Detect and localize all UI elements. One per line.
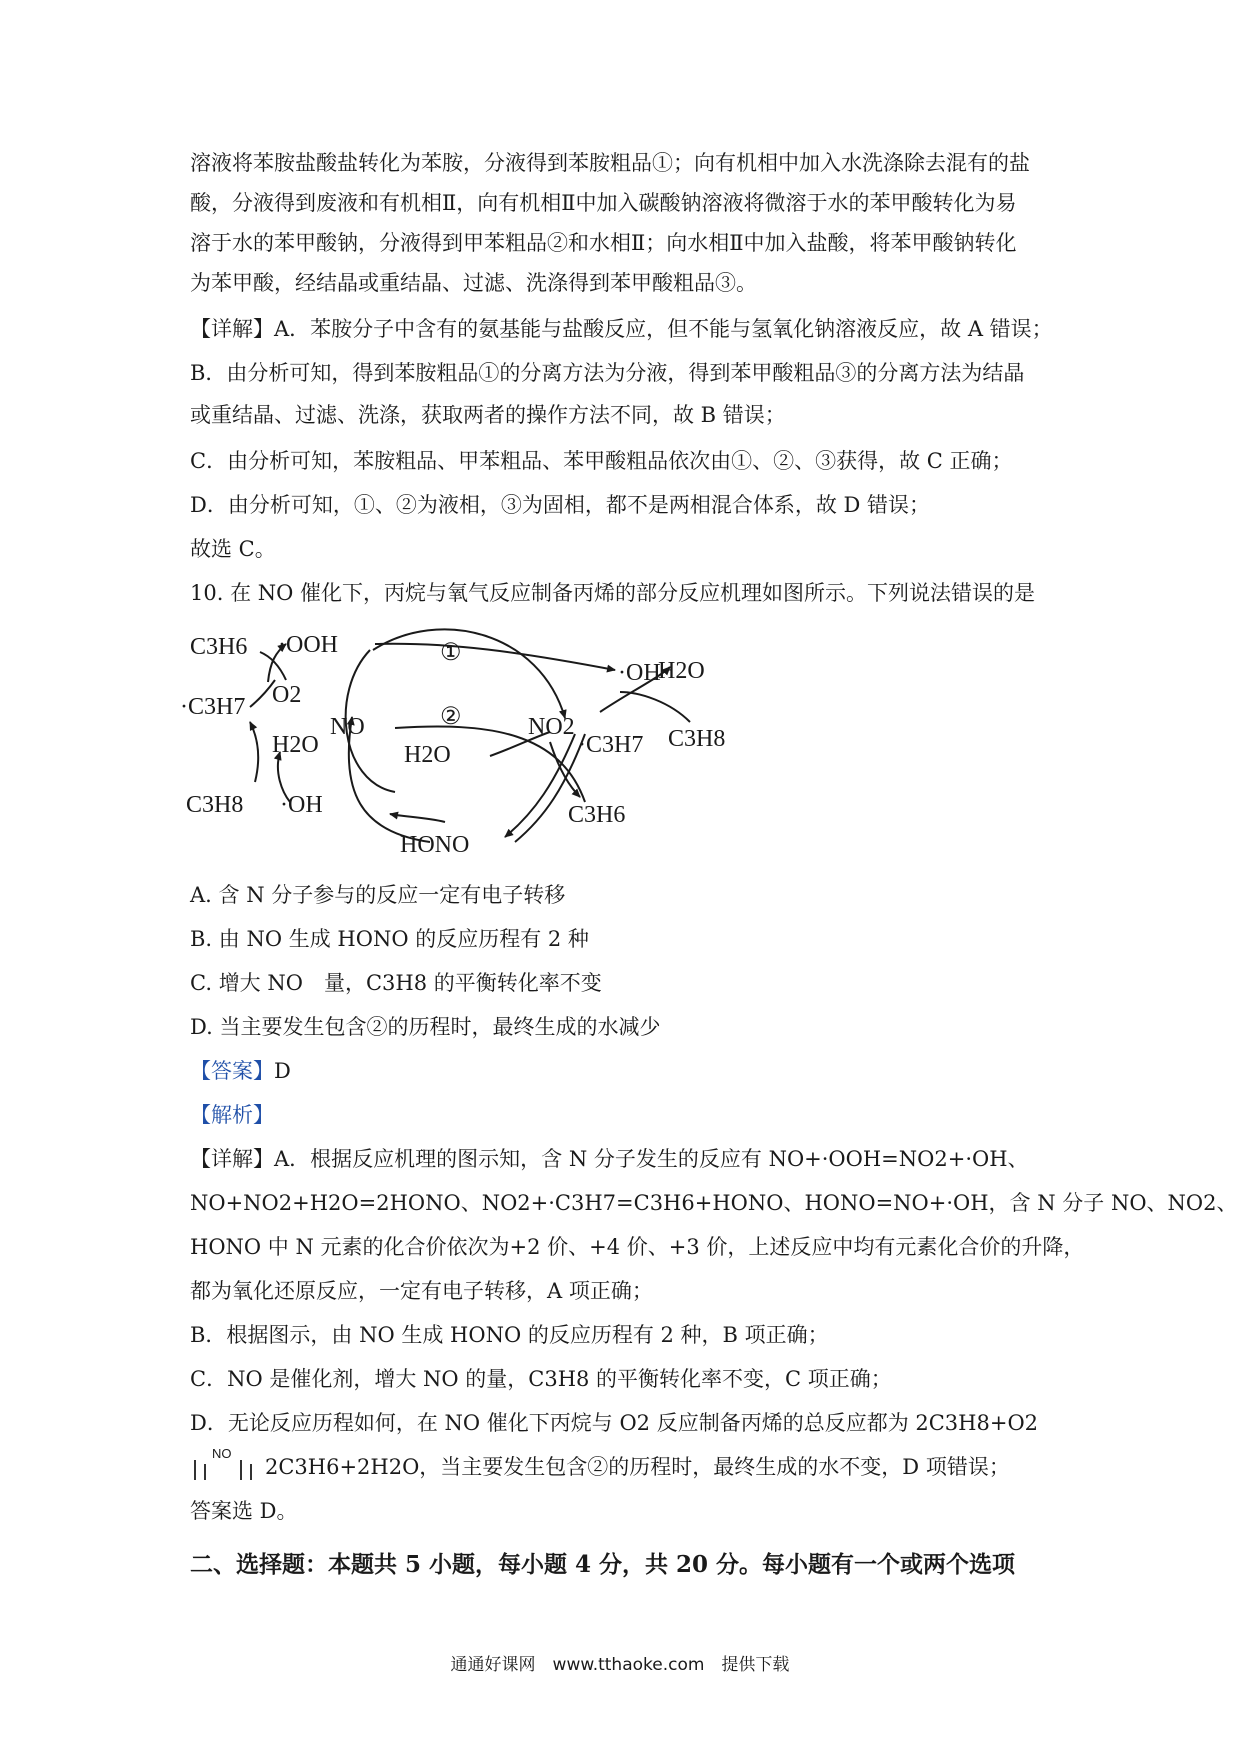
text-line: 故选 C。 xyxy=(190,537,276,561)
detail-line: D．无论反应历程如何，在 NO 催化下丙烷与 O2 反应制备丙烯的总反应都为 2C3H8+O2 xyxy=(190,1411,1039,1435)
catalyst-equilibrium-mark xyxy=(190,1448,260,1484)
label-circle-1: ① xyxy=(440,640,462,666)
label-h2o-right: H2O xyxy=(658,658,705,684)
detail-line: 【详解】A．根据反应机理的图示知，含 N 分子发生的反应有 NO+·OOH=NO2+·OH、 xyxy=(190,1147,1029,1171)
text-line: 【详解】A．苯胺分子中含有的氨基能与盐酸反应，但不能与氢氧化钠溶液反应，故 A 错误； xyxy=(190,317,1053,341)
label-c3h8-right: C3H8 xyxy=(668,726,726,752)
page-footer: 通通好课网 www.tthaoke.com 提供下载 xyxy=(450,1655,790,1675)
option-text: 当主要发生包含②的历程时，最终生成的水减少 xyxy=(219,1015,661,1039)
text-line: 或重结晶、过滤、洗涤，获取两者的操作方法不同，故 B 错误； xyxy=(190,403,786,427)
label-no: NO xyxy=(330,714,365,740)
detail-line: C．NO 是催化剂，增大 NO 的量，C3H8 的平衡转化率不变，C 项正确； xyxy=(190,1367,892,1391)
text-line: 溶于水的苯甲酸钠，分液得到甲苯粗品②和水相Ⅱ；向水相Ⅱ中加入盐酸，将苯甲酸钠转化 xyxy=(190,231,1017,255)
text-line: B．由分析可知，得到苯胺粗品①的分离方法为分液，得到苯甲酸粗品③的分离方法为结晶 xyxy=(190,361,1025,385)
text-line: 为苯甲酸，经结晶或重结晶、过滤、洗涤得到苯甲酸粗品③。 xyxy=(190,271,757,295)
option-letter: C. xyxy=(190,971,212,995)
question-stem: 10. 在 NO 催化下，丙烷与氧气反应制备丙烯的部分反应机理如图所示。下列说法错误的是 xyxy=(190,581,1036,605)
answer-value: D xyxy=(274,1059,291,1083)
text-line: D．由分析可知，①、②为液相，③为固相，都不是两相混合体系，故 D 错误； xyxy=(190,493,931,517)
option-c xyxy=(190,968,602,998)
label-oh-left: ·OH xyxy=(280,792,323,818)
text-line: C．由分析可知，苯胺粗品、甲苯粗品、苯甲酸粗品依次由①、②、③获得，故 C 正确； xyxy=(190,449,1013,473)
option-text: 含 N 分子参与的反应一定有电子转移 xyxy=(218,883,566,907)
text-line: 溶液将苯胺盐酸盐转化为苯胺，分液得到苯胺粗品①；向有机相中加入水洗涤除去混有的盐 xyxy=(190,151,1030,175)
reaction-mechanism-diagram xyxy=(180,622,810,872)
label-o2: O2 xyxy=(272,682,302,708)
label-c3h7-right: ·C3H7 xyxy=(578,732,644,758)
label-h2o-center: H2O xyxy=(404,742,451,768)
detail-line: NO+NO2+H2O=2HONO、NO2+·C3H7=C3H6+HONO、HONO=NO+·OH，含 N 分子 NO、NO2、 xyxy=(190,1191,1238,1215)
answer-label: 【答案】 xyxy=(190,1059,274,1083)
label-hono: HONO xyxy=(400,832,470,858)
label-circle-2: ② xyxy=(440,704,462,730)
label-c3h7-left: ·C3H7 xyxy=(180,694,246,720)
detail-line: 都为氧化还原反应，一定有电子转移，A 项正确； xyxy=(190,1279,653,1303)
label-no2: NO2 xyxy=(528,714,575,740)
option-d xyxy=(190,1012,660,1042)
label-oh-right: ·OH xyxy=(618,660,661,686)
option-text: 由 NO 生成 HONO 的反应历程有 2 种 xyxy=(218,927,589,951)
label-c3h6-topleft: C3H6 xyxy=(190,634,248,660)
label-h2o-left: H2O xyxy=(272,732,319,758)
option-letter: D. xyxy=(190,1015,213,1039)
option-b xyxy=(190,924,589,954)
answer-line xyxy=(190,1056,291,1086)
label-c3h8-left: C3H8 xyxy=(186,792,244,818)
detail-line: 答案选 D。 xyxy=(190,1499,298,1523)
detail-line: 2C3H6+2H2O，当主要发生包含②的历程时，最终生成的水不变，D 项错误； xyxy=(265,1455,1010,1479)
section-heading: 二、选择题：本题共 5 小题，每小题 4 分，共 20 分。每小题有一个或两个选项 xyxy=(190,1551,1016,1578)
analysis-label: 【解析】 xyxy=(190,1103,274,1127)
catalyst-label: NO xyxy=(212,1446,232,1461)
option-text: 增大 NO 量，C3H8 的平衡转化率不变 xyxy=(218,971,602,995)
option-letter: B. xyxy=(190,927,213,951)
label-ooh: ·OOH xyxy=(278,632,338,658)
option-a xyxy=(190,880,565,910)
detail-line: B．根据图示，由 NO 生成 HONO 的反应历程有 2 种，B 项正确； xyxy=(190,1323,829,1347)
text-line: 酸，分液得到废液和有机相Ⅱ，向有机相Ⅱ中加入碳酸钠溶液将微溶于水的苯甲酸转化为易 xyxy=(190,191,1017,215)
option-letter: A. xyxy=(190,883,212,907)
analysis-line xyxy=(190,1100,274,1130)
label-c3h6-right: C3H6 xyxy=(568,802,626,828)
detail-line: HONO 中 N 元素的化合价依次为+2 价、+4 价、+3 价，上述反应中均有元素化合价的升降， xyxy=(190,1235,1085,1259)
